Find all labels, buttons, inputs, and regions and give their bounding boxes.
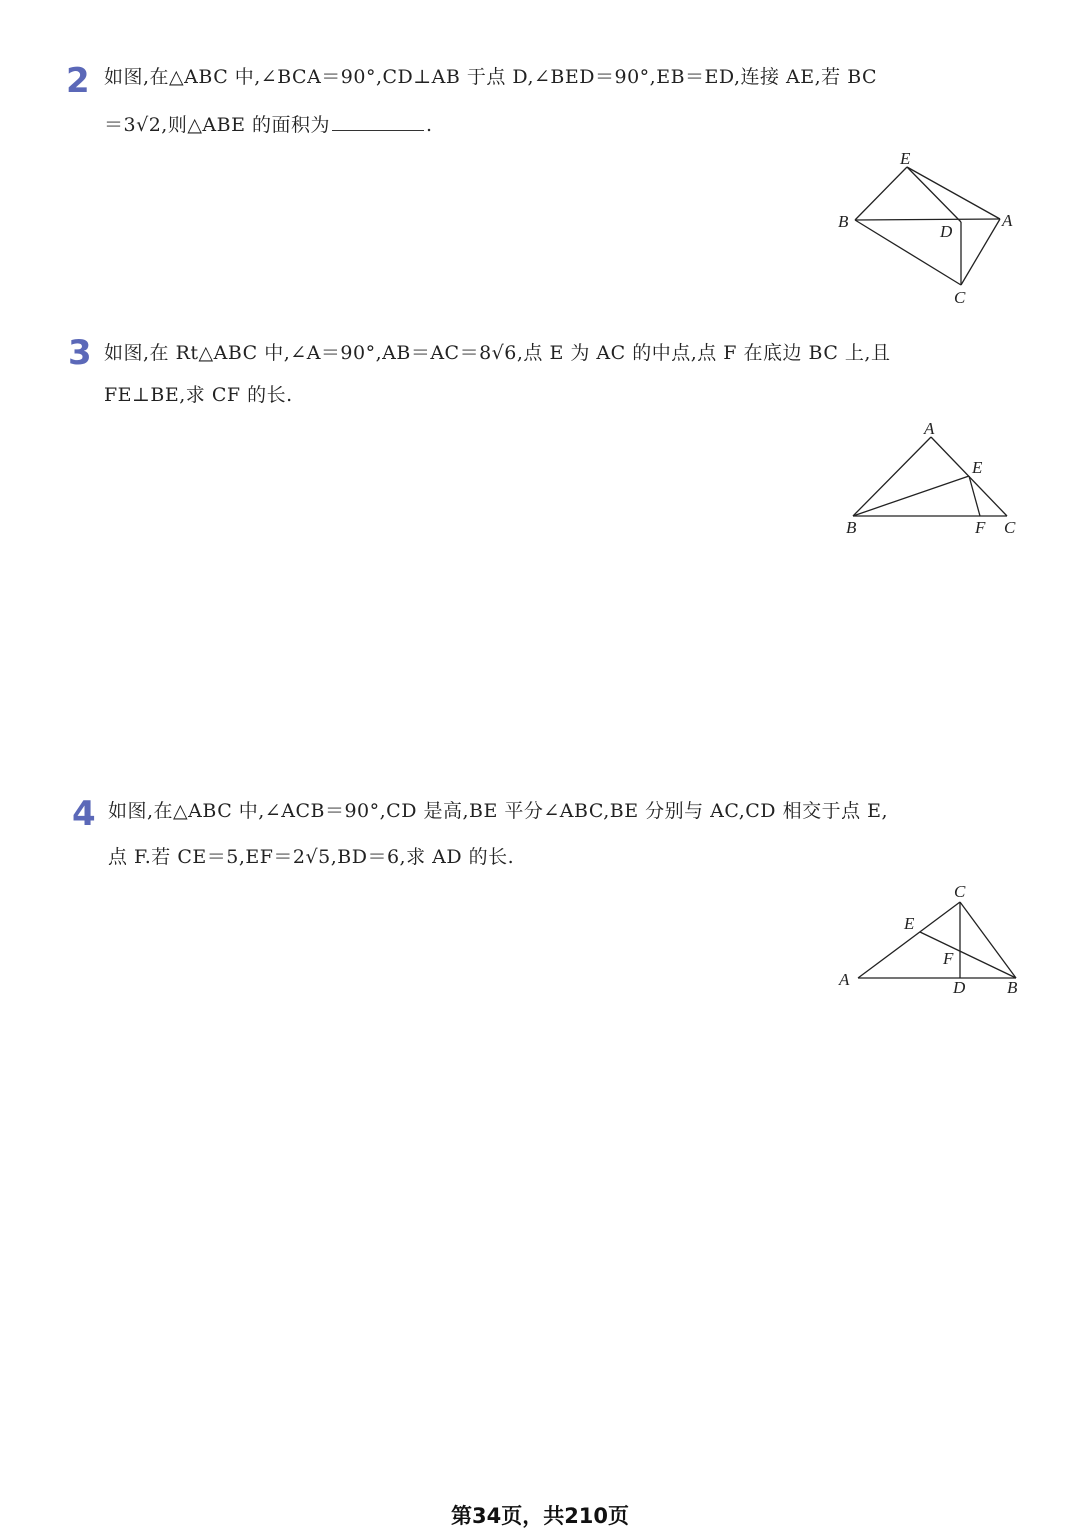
label-A: A	[1002, 211, 1013, 230]
segment-ED	[907, 167, 961, 222]
label-B: B	[838, 212, 849, 231]
problem-text-line-2: 点 F.若 CE＝5,EF＝2√5,BD＝6,求 AD 的长.	[108, 846, 515, 868]
figure-problem-3	[830, 415, 1030, 540]
label-C: C	[954, 288, 966, 307]
problem-text-line-2: FE⊥BE,求 CF 的长.	[104, 384, 293, 406]
segment-CB	[960, 902, 1016, 978]
segment-BE	[853, 476, 969, 516]
label-B: B	[1007, 978, 1018, 997]
label-E: E	[900, 149, 911, 168]
answer-blank[interactable]	[332, 114, 424, 131]
problem-text-line-2-end: .	[426, 114, 433, 136]
problem-number: 3	[68, 333, 92, 373]
label-C: C	[1004, 518, 1016, 537]
segment-EA	[907, 167, 1000, 219]
page-footer: 第34页，共210页	[450, 1504, 630, 1528]
segment-CA	[961, 219, 1000, 285]
problem-text-line-1: 如图,在△ABC 中,∠BCA＝90°,CD⊥AB 于点 D,∠BED＝90°,EB＝ED,连接 AE,若 BC	[104, 66, 878, 88]
segment-BA	[855, 219, 1000, 220]
segment-EB	[920, 932, 1016, 978]
label-D: D	[953, 978, 966, 997]
label-D: D	[940, 222, 953, 241]
label-C: C	[954, 882, 966, 901]
label-A: A	[839, 970, 850, 989]
problem-text-line-2-main: ＝3√2,则△ABE 的面积为	[104, 114, 331, 136]
label-F: F	[943, 949, 954, 968]
label-A: A	[924, 419, 935, 438]
problem-number: 2	[66, 61, 90, 101]
figure-problem-4	[830, 880, 1030, 1005]
problem-text-line-1: 如图,在 Rt△ABC 中,∠A＝90°,AB＝AC＝8√6,点 E 为 AC 的中点,点 F 在底边 BC 上,且	[104, 342, 891, 364]
figure-problem-2	[830, 145, 1030, 310]
problem-text-line-1: 如图,在△ABC 中,∠ACB＝90°,CD 是高,BE 平分∠ABC,BE 分别与 AC,CD 相交于点 E,	[108, 800, 889, 822]
segment-AB	[853, 437, 931, 516]
label-E: E	[972, 458, 983, 477]
label-E: E	[904, 914, 915, 933]
label-F: F	[975, 518, 986, 537]
label-B: B	[846, 518, 857, 537]
problem-text-line-2	[104, 114, 433, 135]
problem-number: 4	[72, 794, 96, 834]
segment-BE	[855, 167, 907, 220]
